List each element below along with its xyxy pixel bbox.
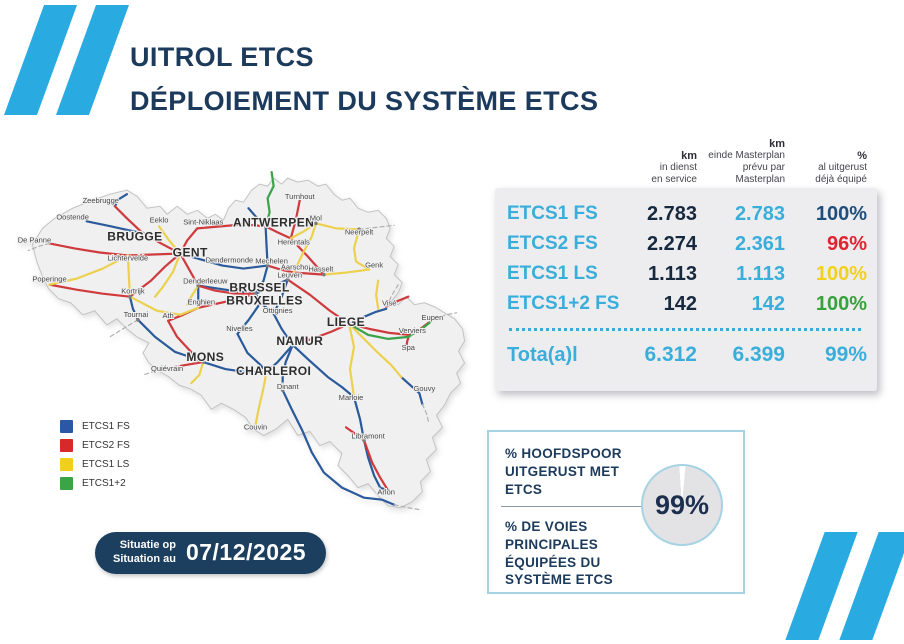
city-label: Zeebrugge	[82, 196, 119, 206]
table-row	[507, 199, 867, 229]
title-line-fr: DÉPLOIEMENT DU SYSTÈME ETCS	[130, 86, 599, 116]
city-label: Neerpelt	[344, 227, 374, 237]
row-pct-equipped: 100%	[815, 262, 867, 285]
city-label: Hasselt	[308, 264, 334, 274]
city-label: Enghien	[187, 297, 216, 307]
city-label: BRUGGE	[107, 229, 163, 244]
city-label: GENT	[172, 245, 208, 260]
city-label: Oostende	[56, 212, 89, 222]
header-line: déjà équipé	[815, 174, 867, 185]
city-label: Eeklo	[149, 215, 169, 225]
legend-color-swatch	[60, 477, 73, 490]
city-label: Couvin	[243, 422, 268, 432]
header-line: Masterplan	[735, 174, 785, 185]
etcs-data-table	[495, 188, 877, 391]
table-column-headers	[495, 136, 877, 186]
city-label: Spa	[401, 342, 415, 352]
title-line-nl: UITROL ETCS	[130, 42, 314, 72]
pie-chart-value: 99%	[654, 489, 710, 520]
status-date: 07/12/2025	[185, 539, 307, 566]
legend-item	[60, 439, 130, 452]
row-label: ETCS1+2 FS	[507, 293, 620, 314]
date-badge	[95, 532, 326, 574]
legend-color-swatch	[60, 420, 73, 433]
header-spacer	[507, 136, 629, 186]
city-label: Poperinge	[32, 274, 67, 284]
city-label: Dinant	[276, 382, 299, 392]
city-label: ANTWERPEN	[232, 215, 315, 230]
city-label: NAMUR	[276, 333, 324, 348]
row-km-in-service: 2.783	[646, 202, 697, 225]
kpi-text-nl: % HOOFDSPOOR UITGERUST MET ETCS	[505, 446, 622, 497]
kpi-box	[487, 430, 745, 594]
date-caption-nl: Situatie op	[119, 539, 176, 551]
city-label: Visé	[381, 298, 397, 308]
kpi-text-fr: % DE VOIES PRINCIPALES ÉQUIPÉES DU SYSTÈME ETCS	[505, 519, 613, 588]
city-label: CHARLEROI	[236, 364, 312, 379]
city-label: BRUSSEL	[229, 280, 290, 295]
city-label: Arlon	[377, 487, 395, 497]
city-label: Herentals	[277, 237, 310, 247]
header-unit: %	[857, 150, 867, 162]
city-label: Sint-Niklaas	[183, 217, 224, 227]
header-line: en service	[651, 174, 697, 185]
header-line: al uitgerust	[818, 162, 867, 173]
city-label: LIEGE	[326, 314, 366, 329]
city-label: Lichtervelde	[107, 253, 149, 263]
city-label: MONS	[186, 350, 225, 365]
header-line: in dienst	[659, 162, 697, 173]
legend-color-swatch	[60, 458, 73, 471]
page-title	[130, 42, 598, 117]
city-label: Nivelles	[226, 323, 253, 333]
row-label: ETCS1 LS	[507, 263, 598, 284]
header-line: einde Masterplan	[708, 150, 785, 161]
city-label: Ath	[162, 310, 174, 320]
dotted-divider	[509, 328, 861, 331]
city-label: Verviers	[398, 325, 426, 335]
legend-item	[60, 477, 130, 490]
row-km-in-service: 2.274	[646, 232, 697, 255]
city-label: Mechelen	[255, 256, 288, 266]
total-pct: 99%	[824, 343, 867, 366]
row-pct-equipped: 96%	[826, 232, 867, 255]
table-rows	[507, 199, 867, 319]
city-label: Quiévrain	[151, 364, 184, 374]
total-label: Tota(a)l	[507, 343, 578, 366]
header-pct-equipped	[785, 136, 867, 186]
pie-chart-99pct	[641, 464, 723, 546]
table-total-row	[507, 343, 867, 367]
row-km-in-service: 142	[663, 292, 697, 315]
city-label: Eupen	[421, 312, 444, 322]
header-line: prévu par	[742, 162, 785, 173]
city-label: Aarschot	[280, 262, 311, 272]
city-label: Dendermonde	[205, 255, 254, 265]
legend-color-swatch	[60, 439, 73, 452]
city-label: Marloie	[338, 393, 364, 403]
city-label: Tournai	[123, 309, 149, 319]
city-label: Ottignies	[262, 305, 293, 315]
row-km-masterplan: 2.783	[734, 202, 785, 225]
header-unit: km	[681, 150, 697, 162]
legend-label: ETCS1 LS	[82, 459, 130, 470]
date-caption-fr: Situation au	[113, 552, 176, 565]
belgium-map-svg	[14, 156, 482, 558]
city-label: Kortrijk	[121, 286, 145, 296]
row-label: ETCS2 FS	[507, 233, 598, 254]
header-km-masterplan	[697, 136, 785, 186]
city-label: Libramont	[351, 431, 385, 441]
legend-item	[60, 458, 130, 471]
row-km-masterplan: 1.113	[736, 262, 785, 285]
row-km-masterplan: 142	[751, 292, 785, 315]
table-row	[507, 229, 867, 259]
city-label: Leuven	[277, 270, 303, 280]
header-km-in-service	[629, 136, 697, 186]
city-label: Denderleeuw	[183, 276, 228, 286]
city-label: De Panne	[17, 235, 52, 245]
legend-item	[60, 420, 130, 433]
legend-label: ETCS1+2	[82, 478, 126, 489]
city-label: Gouvy	[413, 384, 436, 394]
row-label: ETCS1 FS	[507, 203, 598, 224]
city-label: Turnhout	[284, 192, 315, 202]
row-pct-equipped: 100%	[815, 292, 867, 315]
legend-label: ETCS1 FS	[82, 421, 130, 432]
map-legend	[60, 420, 130, 496]
legend-label: ETCS2 FS	[82, 440, 130, 451]
belgium-railway-map	[14, 156, 482, 558]
table-row	[507, 289, 867, 319]
row-km-masterplan: 2.361	[734, 232, 785, 255]
row-pct-equipped: 100%	[815, 202, 867, 225]
city-label: Genk	[365, 260, 384, 270]
kpi-divider	[501, 506, 644, 507]
table-row	[507, 259, 867, 289]
total-masterplan: 6.399	[732, 343, 785, 366]
city-label: Mol	[309, 213, 322, 223]
row-km-in-service: 1.113	[648, 262, 697, 285]
header-unit: km	[769, 138, 785, 150]
city-label: BRUXELLES	[226, 293, 303, 308]
total-in-service: 6.312	[644, 343, 697, 366]
date-badge-caption	[113, 539, 176, 567]
